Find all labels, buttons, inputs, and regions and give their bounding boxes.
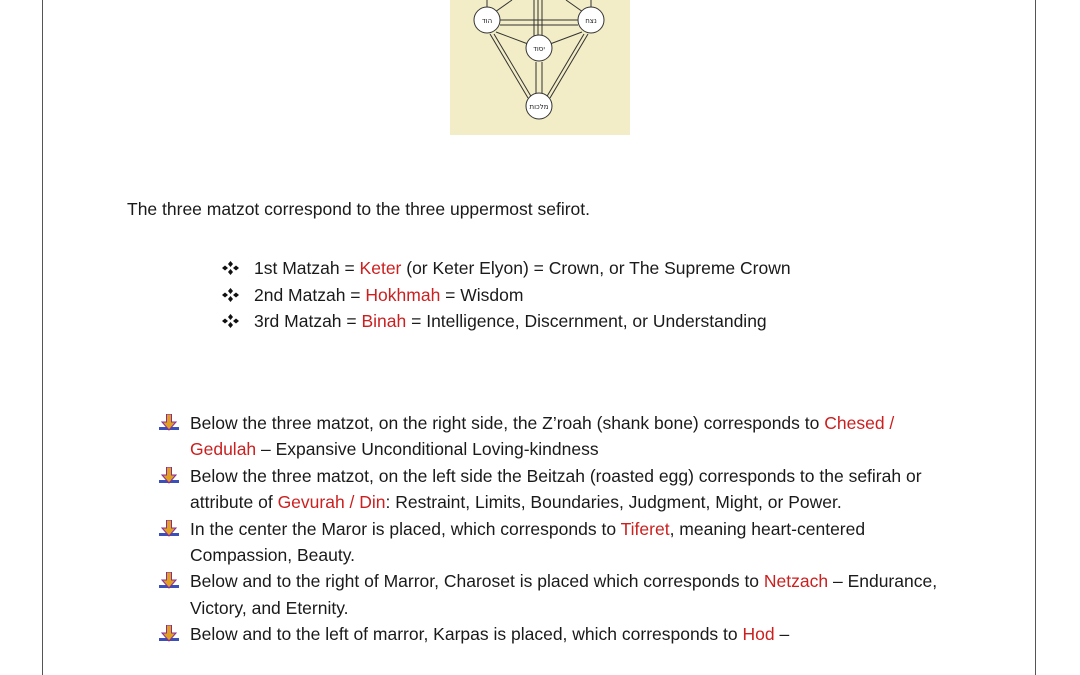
seder-text: Below and to the left of marror, Karpas is placed, which corresponds to bbox=[190, 624, 743, 645]
sefirah-name: Keter bbox=[359, 258, 402, 278]
yesod-label: יסוד bbox=[533, 45, 545, 53]
arrow-bullet-icon bbox=[159, 572, 179, 590]
seder-item bbox=[156, 516, 956, 569]
matzah-suffix: = Intelligence, Discernment, or Understanding bbox=[406, 311, 767, 331]
seder-plate-list bbox=[156, 410, 956, 648]
matzah-prefix: 2nd Matzah = bbox=[254, 284, 366, 305]
sefirah-name: Chesed / Gedulah bbox=[190, 413, 895, 460]
sefirah-name: Hokhmah bbox=[365, 284, 441, 305]
tree-of-life-diagram bbox=[450, 0, 630, 135]
matzah-item bbox=[222, 308, 791, 335]
matzot-list bbox=[222, 255, 791, 335]
matzah-suffix: = Wisdom bbox=[440, 284, 524, 305]
seder-item bbox=[156, 568, 956, 621]
seder-text: Below the three matzot, on the left side the Beitzah (roasted egg) corresponds to the sefirah or attribute of bbox=[190, 465, 922, 513]
arrow-bullet-icon bbox=[159, 414, 179, 432]
malkhut-label: מלכות bbox=[529, 103, 549, 111]
matzah-prefix: 1st Matzah = bbox=[254, 258, 360, 278]
seder-text: Below and to the right of Marror, Charoset is placed which corresponds to bbox=[190, 571, 764, 592]
sefirot-tree-svg bbox=[450, 0, 630, 135]
seder-text: : Restraint, Limits, Boundaries, Judgment, Might, or Power. bbox=[385, 492, 842, 513]
diamond-bullet-icon bbox=[222, 261, 239, 275]
sefirah-name: Gevurah / Din bbox=[277, 492, 386, 513]
arrow-bullet-icon bbox=[159, 520, 179, 538]
netzach-label: נצח bbox=[585, 17, 597, 25]
matzah-item bbox=[222, 282, 791, 309]
seder-item bbox=[156, 410, 956, 463]
seder-text: In the center the Maror is placed, which corresponds to bbox=[190, 518, 621, 539]
intro-paragraph: The three matzot correspond to the three uppermost sefirot. bbox=[127, 199, 591, 219]
seder-text: , meaning heart-centered Compassion, Beauty. bbox=[190, 518, 866, 566]
hod-label: הוד bbox=[481, 17, 493, 25]
seder-text: – Expansive Unconditional Loving-kindness bbox=[256, 439, 599, 460]
seder-text: – bbox=[774, 624, 790, 645]
arrow-bullet-icon bbox=[159, 467, 179, 485]
arrow-bullet-icon bbox=[159, 625, 179, 643]
diamond-bullet-icon bbox=[222, 314, 239, 328]
seder-item bbox=[156, 621, 956, 647]
seder-item bbox=[156, 463, 956, 516]
matzah-suffix: (or Keter Elyon) = Crown, or The Supreme Crown bbox=[401, 258, 791, 278]
sefirah-name: Tiferet bbox=[620, 518, 670, 539]
seder-text: Below the three matzot, on the right side, the Z’roah (shank bone) corresponds to bbox=[190, 413, 825, 433]
matzah-item bbox=[222, 255, 791, 282]
diamond-bullet-icon bbox=[222, 288, 239, 302]
seder-text: – Endurance, Victory, and Eternity. bbox=[190, 571, 938, 618]
matzah-prefix: 3rd Matzah = bbox=[254, 311, 362, 331]
sefirah-name: Binah bbox=[361, 311, 407, 331]
sefirah-name: Hod bbox=[742, 624, 775, 645]
sefirah-name: Netzach bbox=[763, 571, 829, 592]
